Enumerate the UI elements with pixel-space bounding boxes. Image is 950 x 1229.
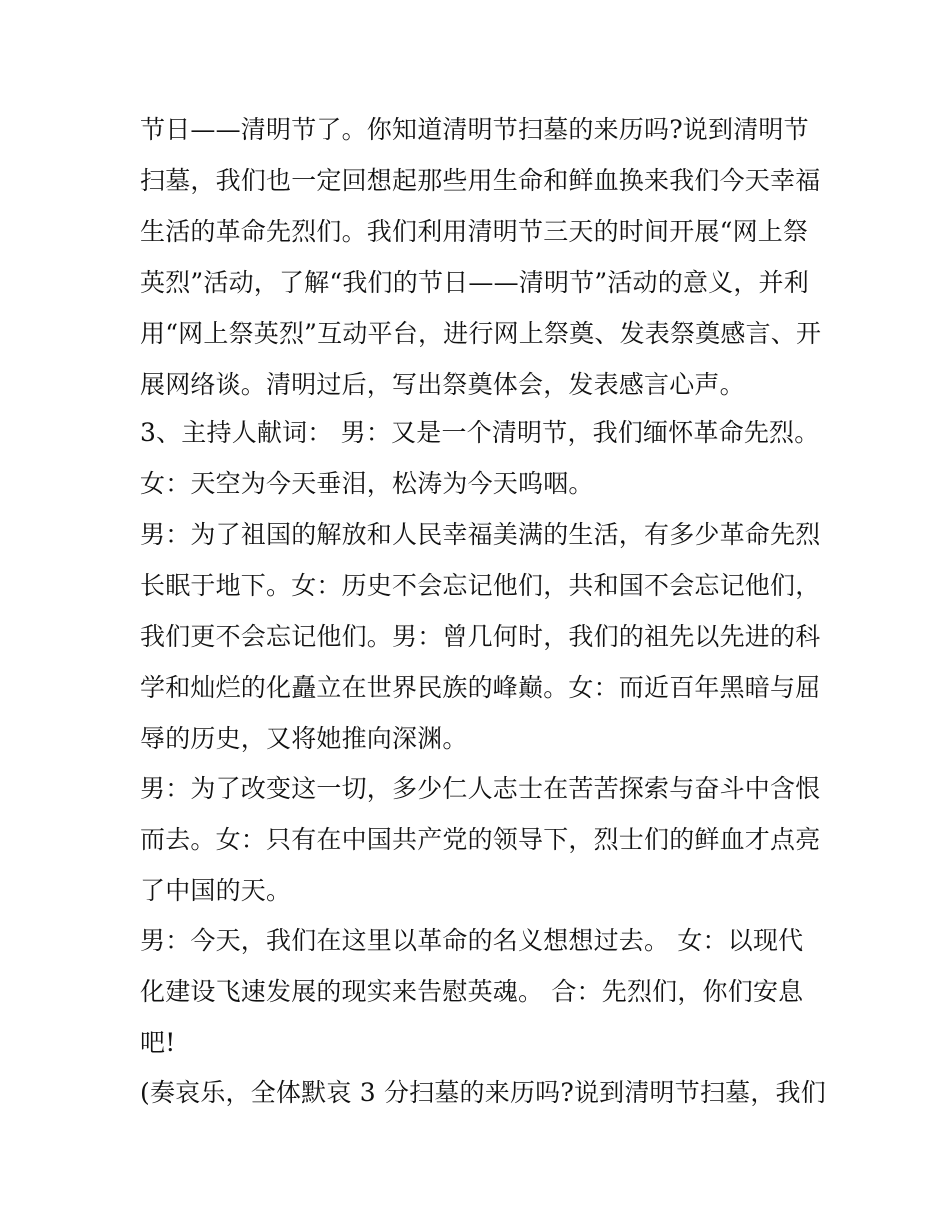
text-line: 用“网上祭英烈”互动平台，进行网上祭奠、发表祭奠感言、开 [140, 319, 822, 348]
text-line: 生活的革命先烈们。我们利用清明节三天的时间开展“网上祭 [140, 217, 809, 246]
text-line: 吧! [140, 1028, 176, 1057]
text-line: 而去。女：只有在中国共产党的领导下，烈士们的鲜血才点亮 [140, 825, 821, 854]
text-line: 男：今天，我们在这里以革命的名义想想过去。 女：以现代 [140, 926, 804, 955]
text-line: 节日——清明节了。你知道清明节扫墓的来历吗?说到清明节 [140, 115, 809, 144]
text-line: 辱的历史，又将她推向深渊。 [140, 724, 468, 753]
text-line: 男：为了改变这一切，多少仁人志士在苦苦探索与奋斗中含恨 [140, 774, 821, 803]
text-line: 英烈”活动，了解“我们的节日——清明节”活动的意义，并利 [140, 268, 809, 297]
text-line: 3、主持人献词： 男：又是一个清明节，我们缅怀革命先烈。 [140, 418, 820, 447]
text-line: 展网络谈。清明过后，写出祭奠体会，发表感言心声。 [140, 370, 745, 399]
text-line: 学和灿烂的化矗立在世界民族的峰巅。女：而近百年黑暗与屈 [140, 673, 821, 702]
text-line: 扫墓，我们也一定回想起那些用生命和鲜血换来我们今天幸福 [140, 166, 821, 195]
text-line: 化建设飞速发展的现实来告慰英魂。 合：先烈们，你们安息 [140, 977, 804, 1006]
text-line: (奏哀乐，全体默哀 3 分扫墓的来历吗?说到清明节扫墓，我们 [140, 1078, 826, 1107]
text-line: 女：天空为今天垂泪，松涛为今天呜咽。 [140, 469, 594, 498]
text-line: 了中国的天。 [140, 876, 292, 905]
text-line: 长眠于地下。女：历史不会忘记他们，共和国不会忘记他们， [140, 571, 821, 600]
text-line: 男：为了祖国的解放和人民幸福美满的生活，有多少革命先烈 [140, 520, 821, 549]
text-line: 我们更不会忘记他们。男：曾几何时，我们的祖先以先进的科 [140, 622, 821, 651]
